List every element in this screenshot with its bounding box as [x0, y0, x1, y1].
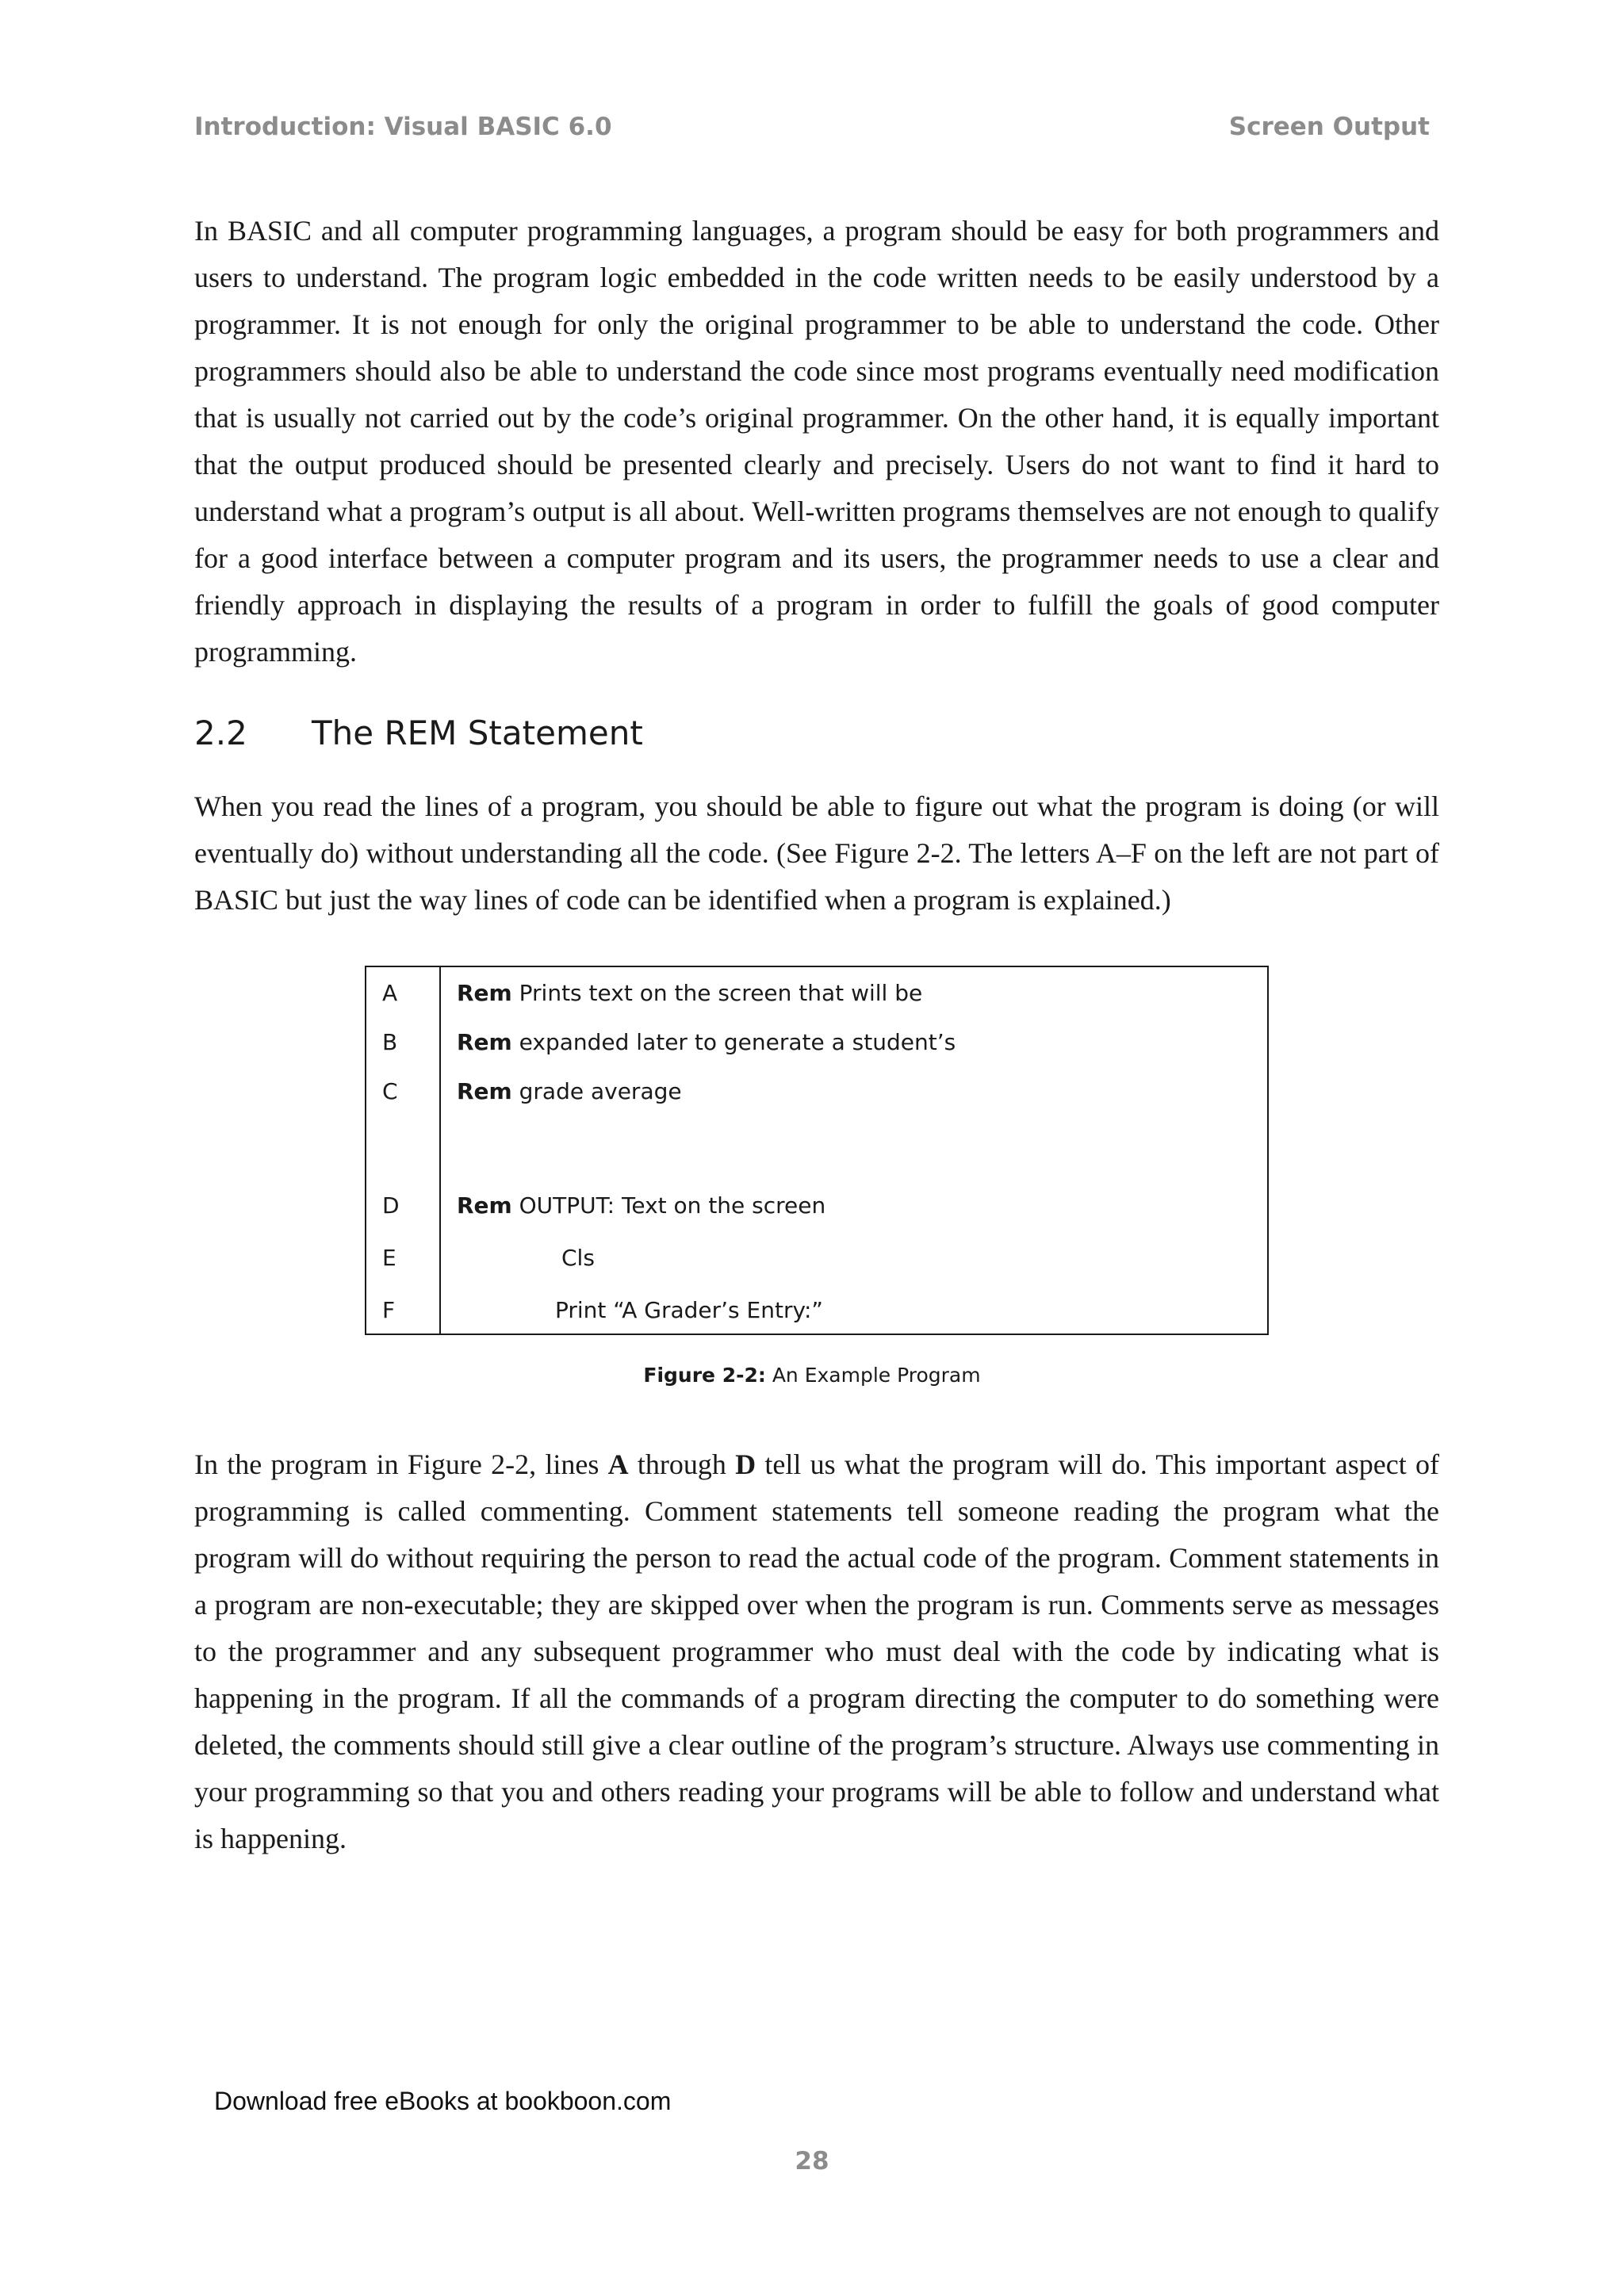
figure-caption-text: An Example Program [765, 1364, 981, 1387]
cls-statement: Cls [561, 1245, 595, 1271]
print-statement: Print “A Grader’s Entry:” [555, 1297, 823, 1323]
line-code [457, 980, 922, 1006]
comment-text: grade average [511, 1078, 682, 1104]
line-ref-d: D [735, 1448, 756, 1480]
bookboon-download-link[interactable]: Download free eBooks at bookboon.com [214, 2087, 672, 2115]
rem-keyword: Rem [457, 1192, 512, 1219]
example-program-figure [365, 966, 1269, 1335]
code-line-e [366, 1245, 1267, 1276]
code-line-f [366, 1297, 1267, 1329]
code-line-d [366, 1192, 1267, 1224]
code-line-b [366, 1029, 1267, 1061]
line-letter: D [382, 1192, 400, 1219]
line-code [457, 1192, 825, 1219]
figure-caption-label: Figure 2-2: [643, 1364, 766, 1387]
rem-intro-paragraph: When you read the lines of a program, you should be able to figure out what the program is doing (or will eventually do) without understanding all the code. (See Figure 2-2. The letters A–F on the left are not part of BASIC but just the way lines of code can be identified when a program is explained.) [194, 790, 1439, 916]
code-line-a [366, 980, 1267, 1012]
section-number: 2.2 [194, 714, 247, 752]
figure-caption [0, 1364, 1624, 1387]
running-header [194, 113, 1430, 151]
rem-keyword: Rem [457, 1029, 512, 1055]
line-letter: B [382, 1029, 398, 1055]
commenting-paragraph [194, 1441, 1439, 1862]
line-letter: F [382, 1297, 396, 1323]
line-code [457, 1078, 682, 1104]
header-chapter-title: Screen Output [1228, 113, 1430, 141]
header-book-title: Introduction: Visual BASIC 6.0 [194, 113, 612, 141]
intro-paragraph: In BASIC and all computer programming languages, a program should be easy for both programmers and users to understand. The program logic embedded in the code written needs to be easily understood by a programmer. It is not enough for only the original programmer to be able to understand the code. Other programmers should also be able to understand the code since most programs eventually need modification that is usually not carried out by the code’s original programmer. On the other hand, it is equally important that the output produced should be presented clearly and precisely. Users do not want to find it hard to understand what a program’s output is all about. Well-written programs themselves are not enough to qualify for a good interface between a computer program and its users, the programmer needs to use a clear and friendly approach in displaying the results of a program in order to fulfill the goals of good computer programming. [194, 215, 1439, 668]
commenting-text-1: In the program in Figure 2-2, lines [194, 1448, 608, 1480]
comment-text: Prints text on the screen that will be [511, 980, 923, 1006]
page-number: 28 [795, 2147, 829, 2175]
section-title: The REM Statement [312, 714, 643, 752]
code-line-c [366, 1078, 1267, 1110]
comment-text: expanded later to generate a student’s [511, 1029, 956, 1055]
rem-keyword: Rem [457, 980, 512, 1006]
section-heading [194, 714, 643, 752]
line-code [457, 1029, 956, 1055]
rem-keyword: Rem [457, 1078, 512, 1104]
line-label-divider [439, 967, 441, 1334]
line-letter: C [382, 1078, 398, 1104]
commenting-text-2: through [628, 1448, 736, 1480]
line-letter: E [382, 1245, 396, 1271]
commenting-text-3: tell us what the program will do. This important aspect of programming is called commenting. Comment statements tell someone reading the program what the program will do without requiring the person to read the actual code of the program. Comment statements in a program are non-executable; they are skipped over when the program is run. Comments serve as messages to the programmer and any subsequent programmer who must deal with the code by indicating what is happening in the program. If all the commands of a program directing the computer to do something were deleted, the comments should still give a clear outline of the program’s structure. Always use commenting in your programming so that you and others reading your programs will be able to follow and understand what is happening. [194, 1448, 1439, 1854]
line-letter: A [382, 980, 398, 1006]
line-ref-a: A [607, 1448, 629, 1480]
comment-text: OUTPUT: Text on the screen [511, 1192, 826, 1219]
